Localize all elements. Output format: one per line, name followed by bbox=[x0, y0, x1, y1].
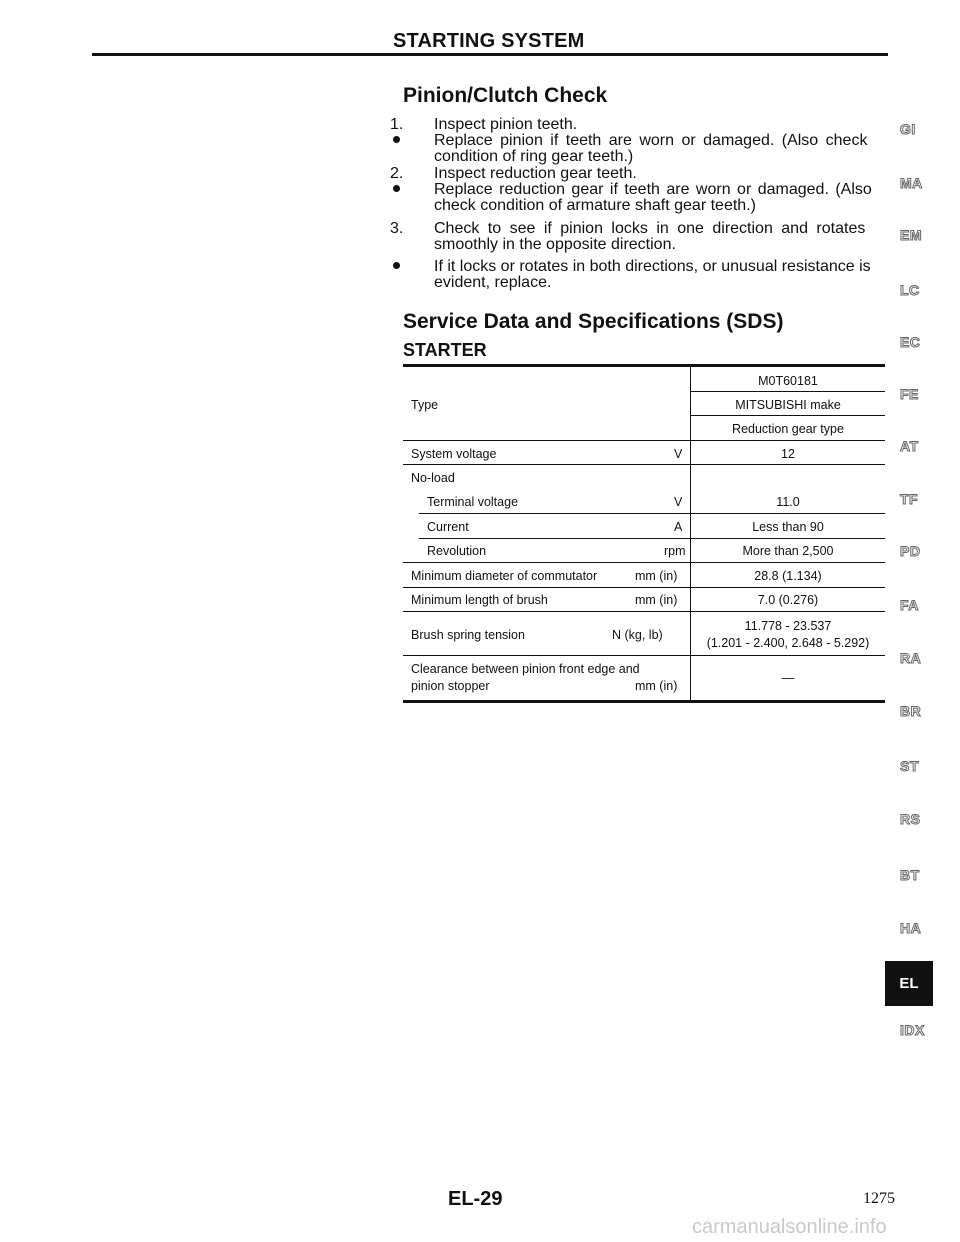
clearance-value: — bbox=[781, 671, 795, 685]
pinion-check-heading: Pinion/Clutch Check bbox=[403, 84, 608, 107]
side-tab-gi[interactable]: GI bbox=[900, 121, 916, 137]
instruction-line: If it locks or rotates in both directions, or unusual resistance is bbox=[434, 258, 871, 275]
side-tab-ha[interactable]: HA bbox=[900, 920, 922, 936]
sds-heading: Service Data and Specifications (SDS) bbox=[403, 310, 784, 333]
instruction-line: condition of ring gear teeth.) bbox=[434, 148, 634, 165]
row-divider bbox=[403, 562, 885, 563]
footer-page-number: 1275 bbox=[863, 1190, 895, 1207]
side-tab-el-active[interactable]: EL bbox=[885, 961, 933, 1006]
side-tab-bt[interactable]: BT bbox=[900, 867, 920, 883]
starter-spec-table bbox=[403, 364, 885, 704]
revolution-value: More than 2,500 bbox=[742, 544, 834, 558]
item-number-3: 3. bbox=[390, 220, 404, 237]
side-tab-fa[interactable]: FA bbox=[900, 597, 919, 613]
row-divider bbox=[403, 655, 885, 656]
header-rule bbox=[92, 53, 888, 56]
current-value: Less than 90 bbox=[752, 520, 824, 534]
side-tab-ma[interactable]: MA bbox=[900, 175, 923, 191]
instruction-line: Check to see if pinion locks in one direction and rotates bbox=[434, 220, 866, 237]
clearance-unit: mm (in) bbox=[635, 679, 678, 693]
system-voltage-unit: V bbox=[674, 447, 683, 461]
side-tab-ra[interactable]: RA bbox=[900, 650, 922, 666]
system-voltage-value: 12 bbox=[781, 447, 795, 461]
side-tab-fe[interactable]: FE bbox=[900, 386, 919, 402]
starter-subheading: STARTER bbox=[403, 340, 487, 360]
type-gear: Reduction gear type bbox=[732, 422, 844, 436]
revolution-label: Revolution bbox=[427, 544, 487, 558]
row-divider bbox=[403, 587, 885, 588]
terminal-voltage-label: Terminal voltage bbox=[427, 495, 519, 509]
instruction-line: check condition of armature shaft gear teeth.) bbox=[434, 197, 756, 214]
current-unit: A bbox=[674, 520, 683, 534]
header-title: STARTING SYSTEM bbox=[393, 30, 585, 52]
footer-page-label: EL-29 bbox=[448, 1188, 503, 1210]
bullet-icon bbox=[393, 185, 400, 192]
footer-watermark: carmanualsonline.info bbox=[692, 1216, 887, 1238]
item-number-2: 2. bbox=[390, 165, 404, 182]
row-divider bbox=[691, 415, 885, 416]
row-divider bbox=[403, 464, 885, 465]
clearance-label-cont: pinion stopper bbox=[411, 679, 490, 693]
type-maker: MITSUBISHI make bbox=[735, 398, 841, 412]
instruction-line: smoothly in the opposite direction. bbox=[434, 236, 676, 253]
system-voltage-label: System voltage bbox=[411, 447, 497, 461]
row-divider bbox=[419, 513, 885, 514]
brush-length-label: Minimum length of brush bbox=[411, 593, 548, 607]
bullet-icon bbox=[393, 136, 400, 143]
side-tab-lc[interactable]: LC bbox=[900, 282, 920, 298]
column-divider bbox=[690, 367, 691, 701]
side-tab-rs[interactable]: RS bbox=[900, 811, 921, 827]
row-divider bbox=[691, 391, 885, 392]
bullet-icon bbox=[393, 262, 400, 269]
table-bottom-rule bbox=[403, 700, 885, 703]
side-tab-tf[interactable]: TF bbox=[900, 491, 919, 507]
commutator-unit: mm (in) bbox=[635, 569, 678, 583]
instruction-line: Replace reduction gear if teeth are worn or damaged. (Also bbox=[434, 181, 872, 198]
clearance-label: Clearance between pinion front edge and bbox=[411, 662, 640, 676]
side-tab-em[interactable]: EM bbox=[900, 227, 922, 243]
side-tab-at[interactable]: AT bbox=[900, 438, 919, 454]
brush-tension-label: Brush spring tension bbox=[411, 628, 525, 642]
side-tab-idx[interactable]: IDX bbox=[900, 1022, 925, 1038]
brush-length-value: 7.0 (0.276) bbox=[757, 593, 819, 607]
side-tab-pd[interactable]: PD bbox=[900, 543, 921, 559]
brush-tension-unit: N (kg, lb) bbox=[612, 628, 663, 642]
side-tab-br[interactable]: BR bbox=[900, 703, 922, 719]
side-tab-st[interactable]: ST bbox=[900, 758, 919, 774]
row-divider bbox=[403, 611, 885, 612]
commutator-label: Minimum diameter of commutator bbox=[411, 569, 598, 583]
instruction-line: Inspect reduction gear teeth. bbox=[434, 165, 637, 182]
instruction-line: Inspect pinion teeth. bbox=[434, 116, 578, 133]
item-number-1: 1. bbox=[390, 116, 404, 133]
brush-tension-value: 11.778 - 23.537 bbox=[744, 619, 832, 633]
brush-tension-value-imperial: (1.201 - 2.400, 2.648 - 5.292) bbox=[706, 636, 870, 650]
side-tab-ec[interactable]: EC bbox=[900, 334, 921, 350]
type-model: M0T60181 bbox=[758, 374, 818, 388]
revolution-unit: rpm bbox=[664, 544, 686, 558]
table-top-rule bbox=[403, 364, 885, 367]
row-divider bbox=[403, 440, 885, 441]
row-divider bbox=[419, 538, 885, 539]
terminal-voltage-unit: V bbox=[674, 495, 683, 509]
type-label: Type bbox=[411, 398, 439, 412]
terminal-voltage-value: 11.0 bbox=[776, 495, 800, 509]
instruction-line: Replace pinion if teeth are worn or damaged. (Also check bbox=[434, 132, 868, 149]
no-load-label: No-load bbox=[411, 471, 455, 485]
instruction-line: evident, replace. bbox=[434, 274, 552, 291]
brush-length-unit: mm (in) bbox=[635, 593, 678, 607]
commutator-value: 28.8 (1.134) bbox=[754, 569, 822, 583]
current-label: Current bbox=[427, 520, 469, 534]
